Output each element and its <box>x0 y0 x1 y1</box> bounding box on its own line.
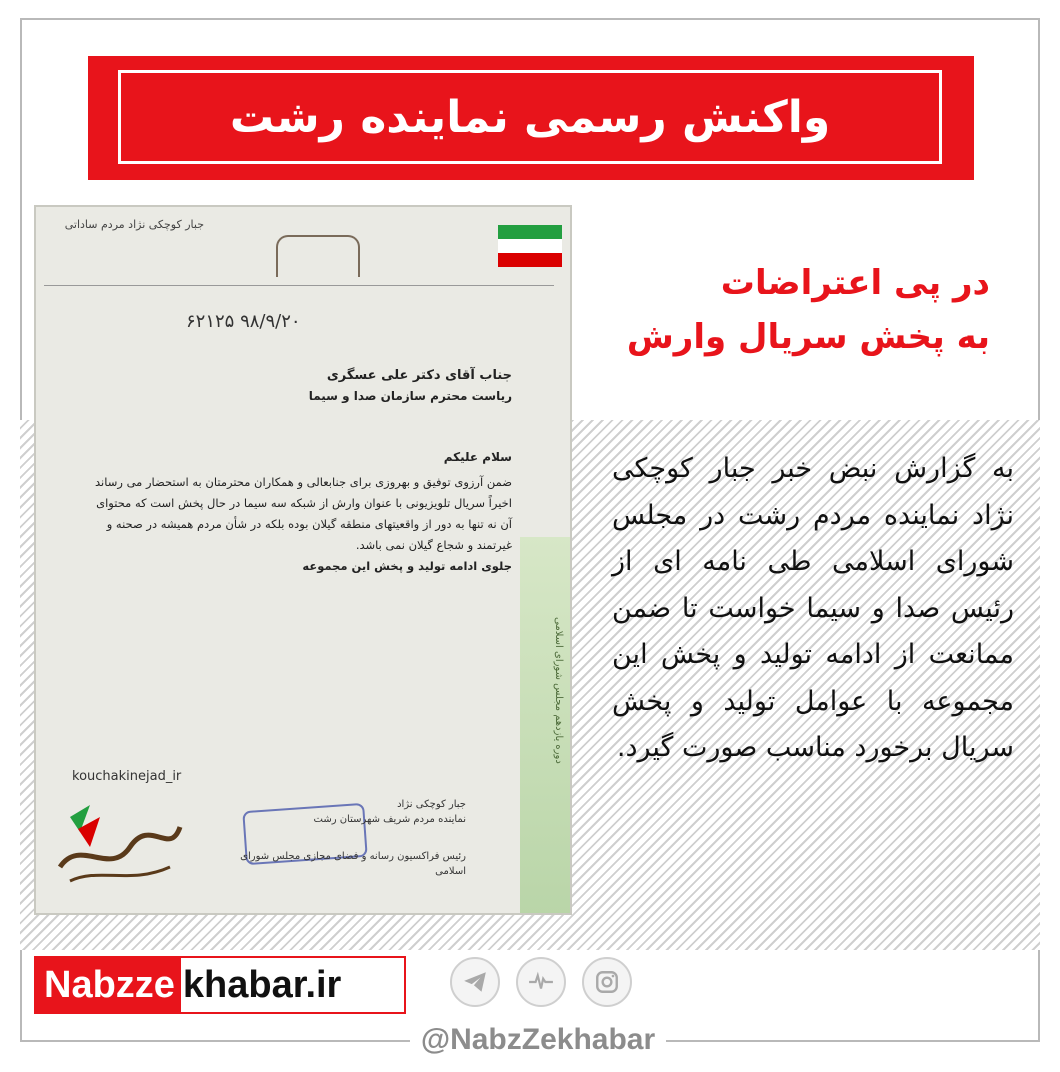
signature-name: جبار کوچکی نژاد <box>397 799 466 810</box>
title-banner <box>88 56 974 180</box>
subtitle-line-1: در پی اعتراضات <box>720 263 990 303</box>
letter-signature <box>226 797 466 879</box>
letter-recipient-title: ریاست محترم سازمان صدا و سیما <box>308 389 512 403</box>
handwritten-signature-logo <box>50 797 190 887</box>
letter-body <box>92 365 512 577</box>
page-title: واکنش رسمی نماینده رشت <box>229 91 831 143</box>
letter-greeting: سلام علیکم <box>443 450 512 464</box>
parliament-emblem-icon <box>276 235 360 277</box>
iran-flag-icon <box>498 225 562 269</box>
letter-number: ۹۸/۹/۲۰ ۶۲۱۲۵ <box>186 311 301 332</box>
instagram-handle: kouchakinejad_ir <box>72 769 182 784</box>
letter-paragraph: ضمن آرزوی توفیق و بهروزی برای جنابعالی و همکاران محترمتان به استحضار می رساند اخیراً سریال تلویزیونی با عنوان وارش از شبکه سه سیما در حال پخش است که محتوای آن نه تنها به دور از واقعیتهای منطقه گیلان بوده بلکه در شأن مردم همیشه در صحنه و غیرتمند و شجاع گیلان نمی باشد. <box>94 475 512 552</box>
subtitle-line-2: به پخش سریال وارش <box>626 317 990 357</box>
letter-image <box>34 205 572 915</box>
letter-request: جلوی ادامه تولید و پخش این مجموعه <box>302 559 512 573</box>
signature-title: نماینده مردم شریف شهرستان رشت <box>313 814 466 825</box>
title-banner-border <box>118 70 942 164</box>
letter-recipient-name: جناب آقای دکتر علی عسگری <box>326 368 512 383</box>
site-logo[interactable] <box>34 956 406 1014</box>
instagram-icon[interactable] <box>582 957 632 1007</box>
letter-sender-header: جبار کوچکی نژاد مردم ساداتی <box>64 218 204 231</box>
pulse-icon[interactable] <box>516 957 566 1007</box>
logo-part-1: Nabzze <box>36 958 181 1012</box>
signature-role: رئیس فراکسیون رسانه و فضای مجازی مجلس شورای اسلامی <box>240 851 466 877</box>
logo-part-2: khabar.ir <box>181 958 349 1012</box>
subtitle <box>600 256 990 364</box>
letter-divider <box>44 285 554 286</box>
letter-side-text: دوره یازدهم مجلس شورای اسلامی <box>553 617 564 764</box>
telegram-icon[interactable] <box>450 957 500 1007</box>
social-handle: @NabzZekhabar <box>410 1022 666 1058</box>
body-text: به گزارش نبض خبر جبار کوچکی نژاد نماینده مردم رشت در مجلس شورای اسلامی طی نامه ای از رئیس صدا و سیما خواست تا ضمن ممانعت از ادامه تولید و پخش این مجموعه با عوامل تولید و پخش سریال برخورد مناسب صورت گیرد. <box>612 453 1014 763</box>
